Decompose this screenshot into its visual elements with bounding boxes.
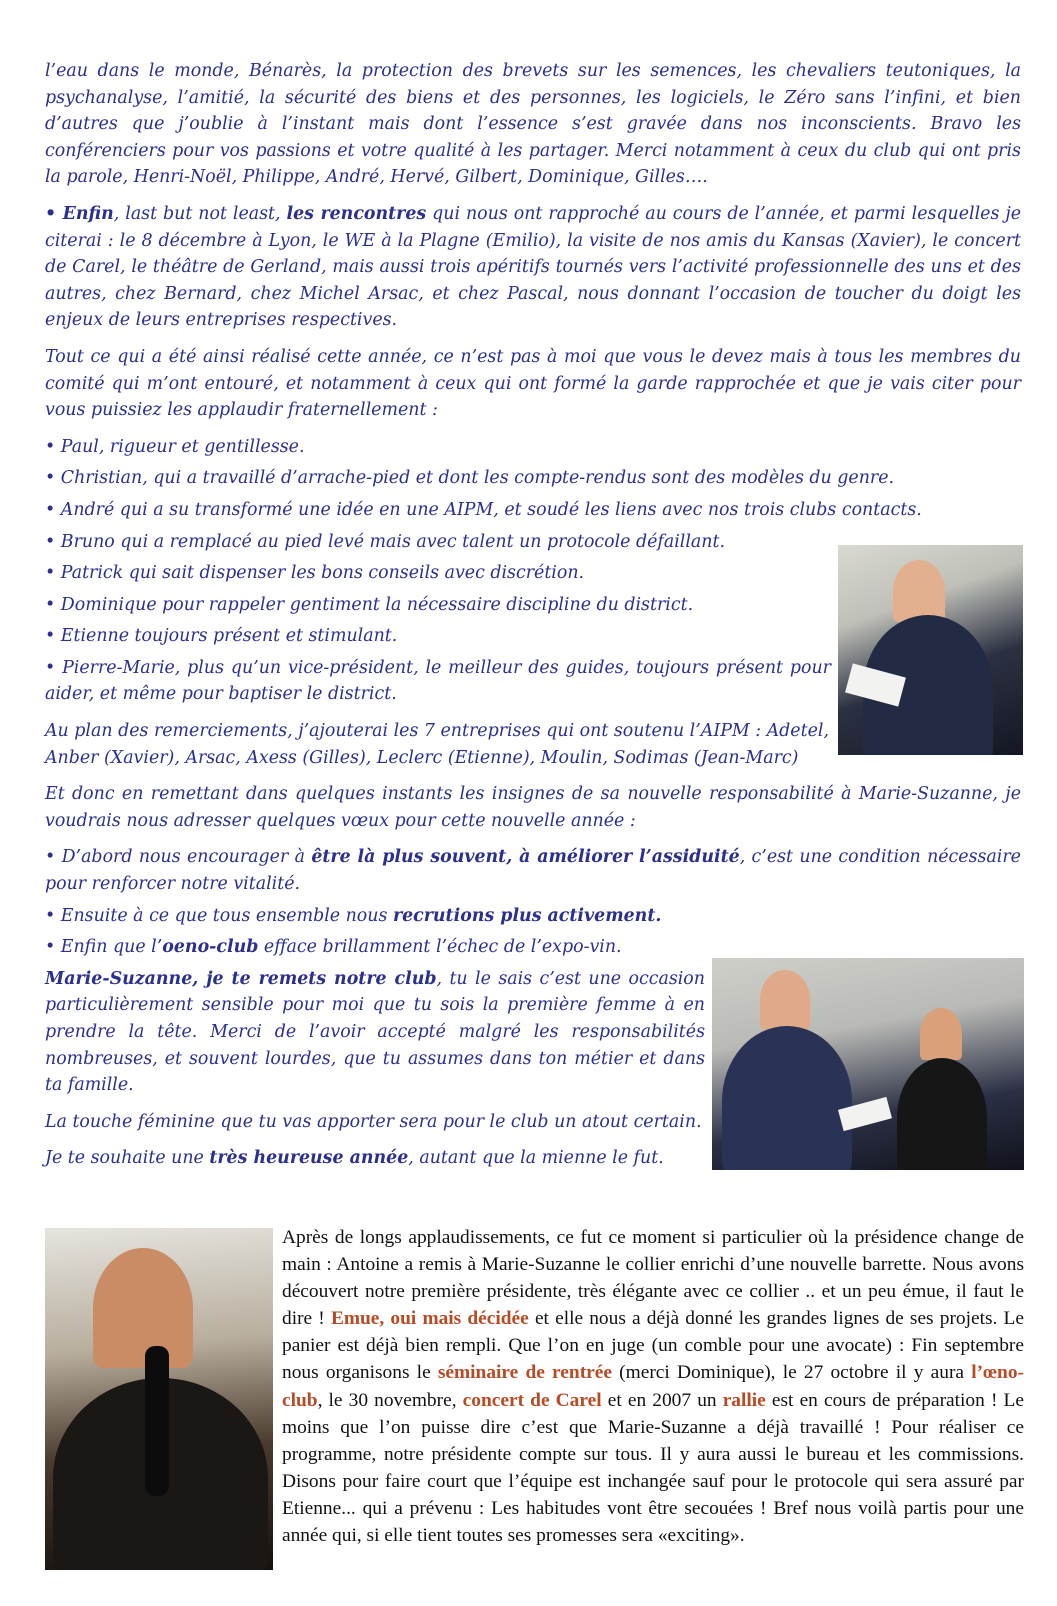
text-run: • Enfin que l’ — [45, 937, 163, 958]
member-item: • Dominique pour rappeler gentiment la nécessaire discipline du district. — [45, 594, 694, 615]
text-run: qui nous ont rapproché au cours de l’année, et parmi lesquelles je citerai : le 8 décembre à Lyon, le WE à la Plagne (Emilio), la visite de nos amis du Kansas (Xavier), le concert de Carel, le théâtre de Gerland, mais aussi trois apéritifs tournés vers l’activité professionnelle des uns et des autres, chez Bernard, chez Michel Arsac, et chez Pascal, nous donnant l’occasion de toucher du doigt les enjeux de leurs entreprises respectives. — [45, 203, 1021, 331]
speech-paragraph-handover — [45, 966, 705, 1099]
lead-enfin: • Enfin — [45, 203, 114, 224]
bold-run: très heureuse année — [209, 1148, 409, 1169]
text-run: , last but not least, — [113, 203, 287, 224]
bold-rencontres: les rencontres — [286, 203, 427, 224]
jacket-shape — [897, 1058, 987, 1170]
suit-shape — [722, 1026, 852, 1170]
highlight-run: Emue, oui mais décidée — [330, 1308, 529, 1330]
highlight-run: rallie — [722, 1389, 766, 1411]
text-run: , tu le sais c’est une occasion particulièrement sensible pour moi que tu sois la première femme à en prendre la tête. Merci de l’avoir accepté malgré les responsabilités nombreuses, et souvent lourdes, que tu assumes dans ton métier et dans ta famille. — [45, 968, 705, 1096]
text-run: efface brillamment l’échec de l’expo-vin. — [258, 937, 622, 958]
text-run: , c’est une condition nécessaire pour renforcer notre vitalité. — [45, 847, 1021, 895]
report-text — [282, 1224, 1024, 1549]
face-shape — [893, 560, 945, 622]
speech-paragraph-committee: Tout ce qui a été ainsi réalisé cette année, ce n’est pas à moi que vous le devez mais à tous les membres du comité qui m’ont entouré, et notamment à ceux qui ont formé la garde rapprochée et que je vais citer pour vous puissiez les applaudir fraternellement : — [45, 346, 1021, 421]
member-item: • Etienne toujours présent et stimulant. — [45, 626, 398, 647]
text-run: Je te souhaite une — [45, 1148, 210, 1169]
speech-paragraph-feminine: La touche féminine que tu vas apporter sera pour le club un atout certain. — [45, 1111, 702, 1132]
photo-speaker-and-president — [712, 958, 1024, 1170]
photo-speaker-reading — [838, 545, 1023, 755]
highlight-run: séminaire de rentrée — [437, 1362, 612, 1384]
wish-item — [45, 844, 1021, 897]
member-item: • Christian, qui a travaillé d’arrache-pied et dont les compte-rendus sont des modèles du genre. — [45, 468, 895, 489]
text-run: et elle nous a déjà donné les grandes lignes de ses projets. Le panier est déjà bien rempli. Que l’on en juge (un comble pour une avocate) : Fin septembre nous organisons le — [282, 1308, 1024, 1384]
member-item: • André qui a su transformé une idée en une AIPM, et soudé les liens avec nos trois clubs contacts. — [45, 499, 922, 520]
bold-run: Marie-Suzanne, je te remets notre club — [45, 968, 437, 989]
text-run: , le 30 novembre, — [317, 1389, 463, 1411]
speech-paragraph-meetings — [45, 201, 1021, 334]
text-run: • D’abord nous encourager à — [45, 847, 312, 868]
speech-paragraph-closing — [45, 1145, 705, 1172]
face-shape — [760, 970, 810, 1030]
member-item: • Bruno qui a remplacé au pied levé mais avec talent un protocole défaillant. — [45, 531, 726, 552]
highlight-run: l’œno-club — [282, 1362, 1024, 1411]
wish-item — [45, 934, 705, 961]
face-shape — [920, 1008, 962, 1060]
bold-run: être là plus souvent, à améliorer l’assiduité — [311, 847, 740, 868]
bold-run: recrutions plus activement. — [392, 905, 662, 926]
bold-run: oeno-club — [162, 937, 259, 958]
text-run: (merci Dominique), le 27 octobre il y aura — [611, 1362, 972, 1384]
microphone-shape — [145, 1346, 169, 1496]
text-run: Après de longs applaudissements, ce fut ce moment si particulier où la présidence change de main : Antoine a remis à Marie-Suzanne le collier enrichi d’une nouvelle barrette. Nous avons découvert notre première présidente, très élégante avec ce collier .. et un peu émue, il faut le dire ! — [282, 1227, 1024, 1330]
wish-item — [45, 903, 1021, 930]
member-item: • Patrick qui sait dispenser les bons conseils avec discrétion. — [45, 563, 585, 584]
photo-new-president — [45, 1228, 273, 1570]
face-shape — [93, 1248, 193, 1368]
text-run: est en cours de préparation ! Le moins que l’on puisse dire c’est que Marie-Suzanne a déjà travaillé ! Pour réaliser ce programme, notre présidente compte sur tous. Il y aura aussi le bureau et les commissions. Disons pour faire court que l’équipe est inchangée sauf pour le protocole qui sera assuré par Etienne... qui a prévenu : Les habitudes vont être secouées ! Bref nous voilà partis pour une année qui, si elle tient toutes ses promesses sera «exciting». — [282, 1389, 1024, 1547]
speech-paragraph-wishes: Et donc en remettant dans quelques instants les insignes de sa nouvelle responsabilité à Marie-Suzanne, je voudrais nous adresser quelques vœux pour cette nouvelle année : — [45, 784, 1021, 831]
highlight-run: concert de Carel — [462, 1389, 602, 1411]
speech-paragraph-sponsors: Au plan des remerciements, j’ajouterai les 7 entreprises qui ont soutenu l’AIPM : Adetel, Anber (Xavier), Arsac, Axess (Gilles), Leclerc (Etienne), Moulin, Sodimas (Jean-Marc) — [45, 721, 829, 768]
speech-paragraph-lectures: l’eau dans le monde, Bénarès, la protection des brevets sur les semences, les chevaliers teutoniques, la psychanalyse, l’amitié, la sécurité des biens et des personnes, les logiciels, le Zéro sans l’infini, et bien d’autres que j’oublie à l’instant mais dont l’essence s’est gravée dans nos inconscients. Bravo les conférenciers pour vos passions et votre qualité à les partager. Merci notamment à ceux du club qui ont pris la parole, Henri-Noël, Philippe, André, Hervé, Gilbert, Dominique, Gilles…. — [45, 61, 1021, 188]
member-item: • Paul, rigueur et gentillesse. — [45, 436, 305, 457]
member-item: • Pierre-Marie, plus qu’un vice-président, le meilleur des guides, toujours présent pour aider, et même pour baptiser le district. — [45, 657, 831, 705]
text-run: • Ensuite à ce que tous ensemble nous — [45, 905, 393, 926]
text-run: , autant que la mienne le fut. — [408, 1148, 664, 1169]
text-run: et en 2007 un — [601, 1389, 723, 1411]
